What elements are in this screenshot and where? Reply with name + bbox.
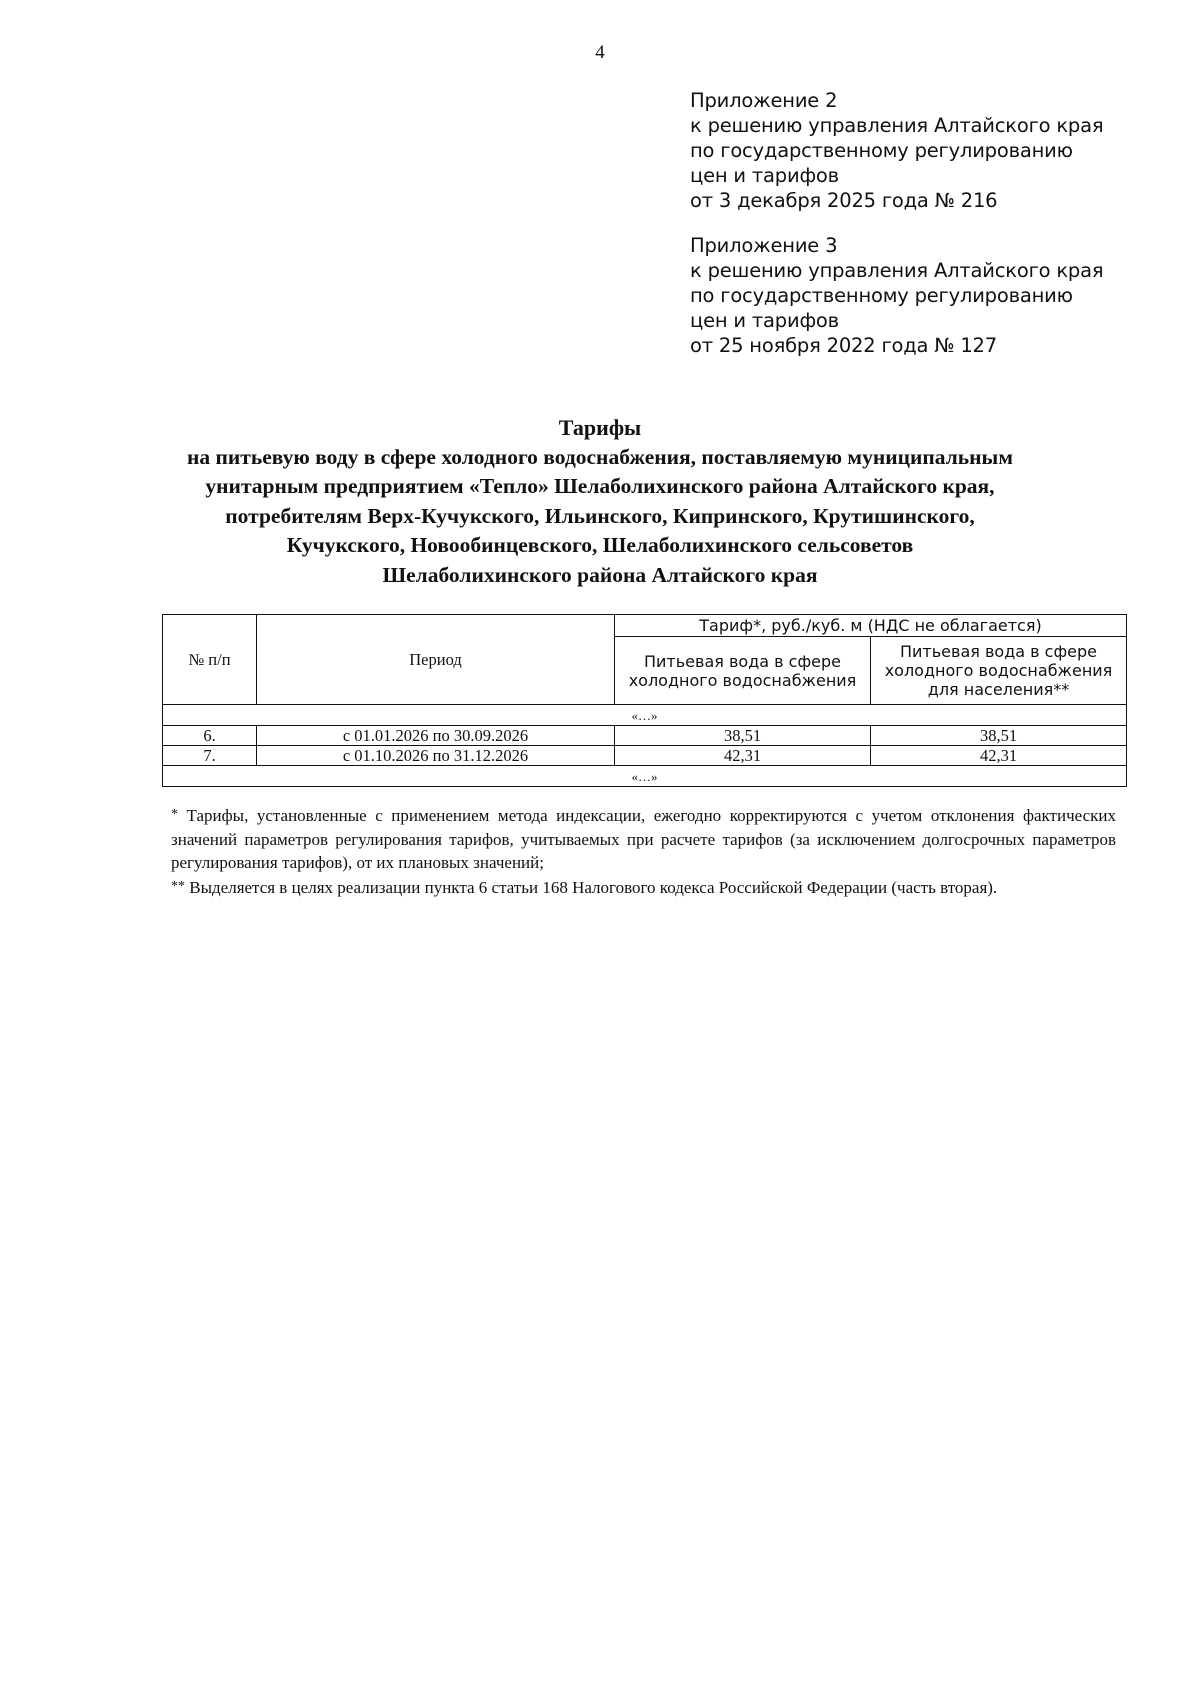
page-number: 4 bbox=[595, 42, 605, 63]
annex-2-line: Приложение 2 bbox=[690, 89, 838, 112]
footnote-1 bbox=[171, 803, 1116, 875]
table-row-ellipsis bbox=[163, 705, 1127, 726]
footnote-1-mark: * bbox=[171, 807, 178, 822]
title-heading: Тарифы bbox=[558, 415, 642, 440]
table-row bbox=[163, 746, 1127, 766]
cell-period: с 01.01.2026 по 30.09.2026 bbox=[257, 726, 615, 746]
header-water-population: Питьевая вода в сфере холодного водоснабжения для населения** bbox=[871, 637, 1127, 705]
table-row bbox=[163, 726, 1127, 746]
table-row-ellipsis bbox=[163, 766, 1127, 787]
ellipsis-cell: «…» bbox=[163, 766, 1127, 787]
cell-water: 38,51 bbox=[615, 726, 871, 746]
header-tariff-group: Тариф*, руб./куб. м (НДС не облагается) bbox=[615, 615, 1127, 637]
cell-number: 6. bbox=[163, 726, 257, 746]
cell-water-population: 42,31 bbox=[871, 746, 1127, 766]
annex-3-block bbox=[690, 233, 1170, 358]
header-period: Период bbox=[257, 615, 615, 705]
annex-3-line: к решению управления Алтайского края bbox=[690, 259, 1104, 282]
footnote-1-text: Тарифы, установленные с применением метода индексации, ежегодно корректируются с учетом отклонения фактических значений параметров регулирования тарифов, учитываемых при расчете тарифов (за исключением долгосрочных параметров регулирования тарифов), от их плановых значений; bbox=[171, 806, 1116, 872]
footnote-2-mark: ** bbox=[171, 878, 185, 894]
title-line: Шелаболихинского района Алтайского края bbox=[382, 562, 818, 587]
document-title bbox=[100, 413, 1100, 590]
header-water: Питьевая вода в сфере холодного водоснабжения bbox=[615, 637, 871, 705]
annex-2-line: от 3 декабря 2025 года № 216 bbox=[690, 189, 998, 212]
annex-3-line: по государственному регулированию bbox=[690, 284, 1073, 307]
annex-3-line: цен и тарифов bbox=[690, 309, 839, 332]
annex-2-line: по государственному регулированию bbox=[690, 139, 1073, 162]
cell-period: с 01.10.2026 по 31.12.2026 bbox=[257, 746, 615, 766]
tariff-table bbox=[162, 614, 1127, 787]
footnote-2 bbox=[171, 875, 1116, 900]
table-header-row bbox=[163, 615, 1127, 637]
cell-water: 42,31 bbox=[615, 746, 871, 766]
annex-2-block bbox=[690, 88, 1170, 213]
cell-number: 7. bbox=[163, 746, 257, 766]
header-number: № п/п bbox=[163, 615, 257, 705]
footnotes bbox=[171, 803, 1116, 899]
cell-water-population: 38,51 bbox=[871, 726, 1127, 746]
title-line: на питьевую воду в сфере холодного водоснабжения, поставляемую муниципальным bbox=[187, 444, 1013, 469]
annex-2-line: цен и тарифов bbox=[690, 164, 839, 187]
footnote-2-text: Выделяется в целях реализации пункта 6 статьи 168 Налогового кодекса Российской Федерации (часть вторая). bbox=[189, 877, 998, 897]
annex-3-line: от 25 ноября 2022 года № 127 bbox=[690, 334, 997, 357]
title-line: унитарным предприятием «Тепло» Шелаболихинского района Алтайского края, bbox=[205, 474, 995, 498]
annex-2-line: к решению управления Алтайского края bbox=[690, 114, 1104, 137]
annex-3-line: Приложение 3 bbox=[690, 234, 838, 257]
title-line: Кучукского, Новообинцевского, Шелаболихинского сельсоветов bbox=[286, 533, 914, 557]
ellipsis-cell: «…» bbox=[163, 705, 1127, 726]
title-line: потребителям Верх-Кучукского, Ильинского, Кипринского, Крутишинского, bbox=[225, 503, 975, 528]
